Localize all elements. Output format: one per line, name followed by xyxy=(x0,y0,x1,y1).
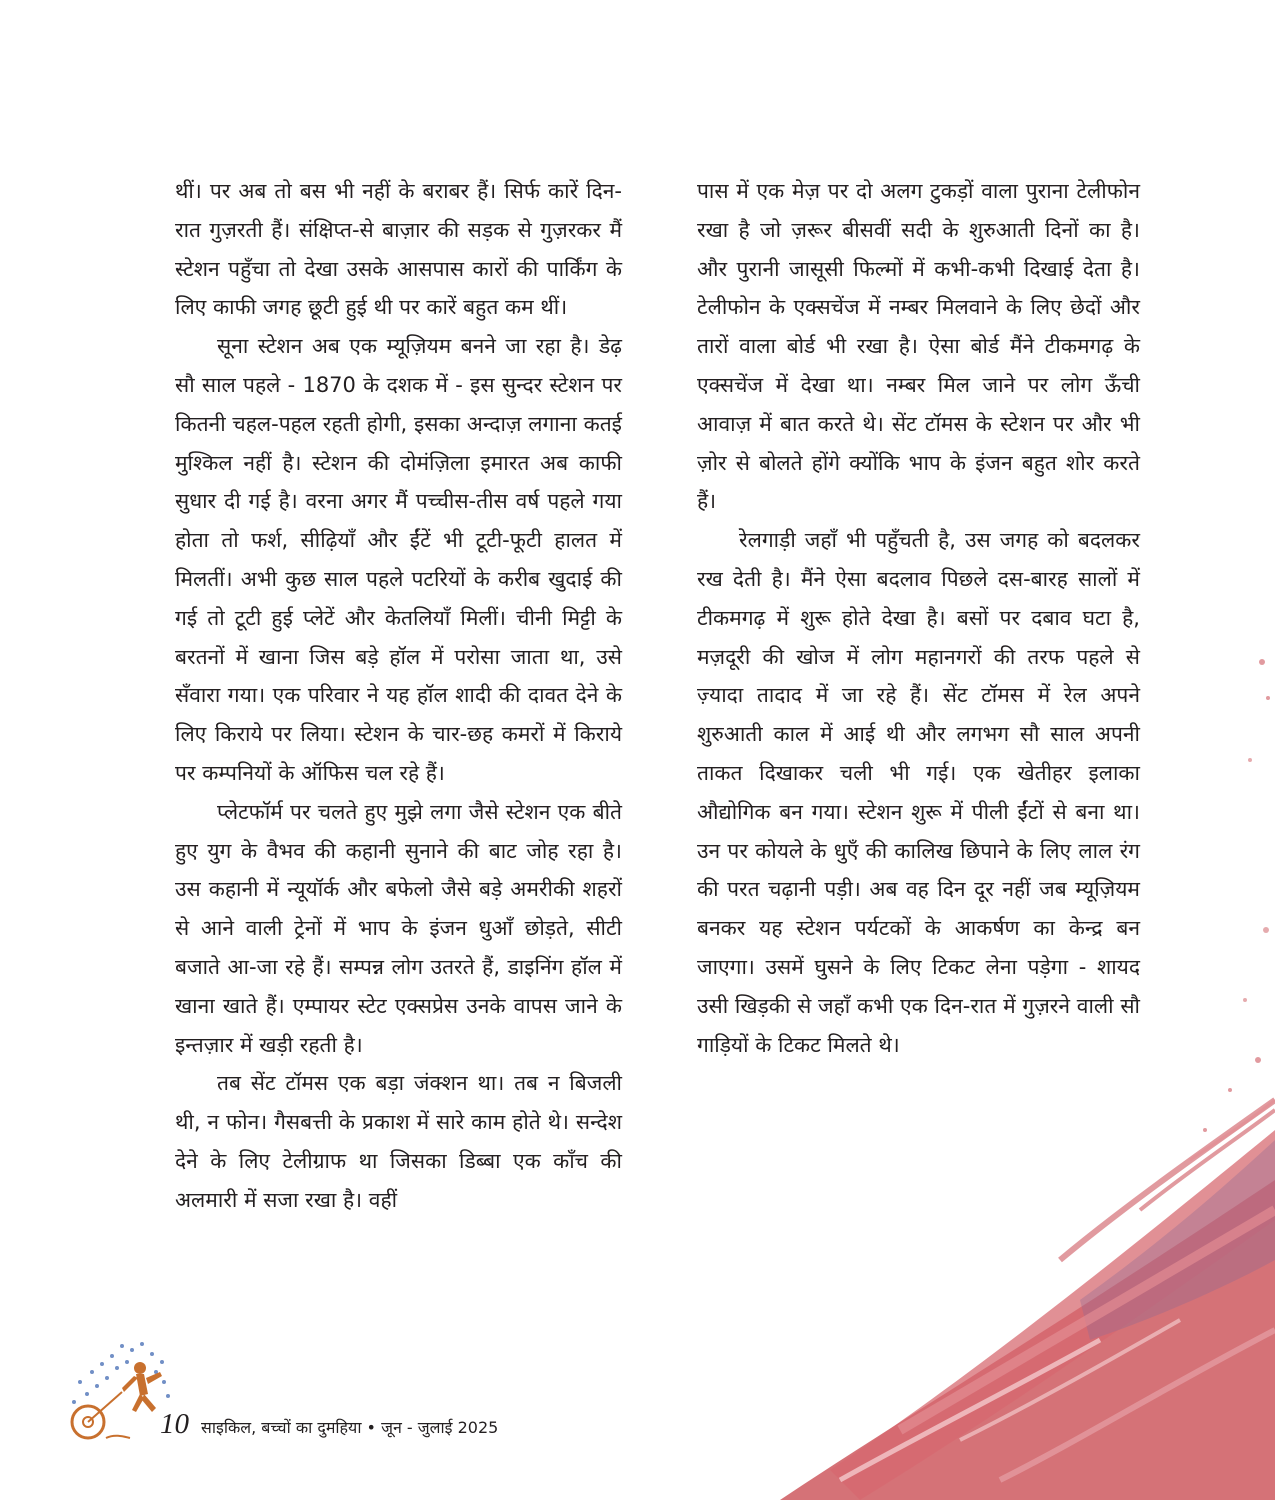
article-right-column xyxy=(697,172,1140,1064)
article-paragraph: रेलगाड़ी जहाँ भी पहुँचती है, उस जगह को बदलकर रख देती है। मैंने ऐसा बदलाव पिछले दस-बारह सालों में टीकमगढ़ में शुरू होते देखा है। बसों पर दबाव घटा है, मज़दूरी की खोज में लोग महानगरों की तरफ पहले से ज़्यादा तादाद में जा रहे हैं। सेंट टॉमस में रेल अपने शुरुआती काल में आई थी और लगभग सौ साल अपनी ताकत दिखाकर चली भी गई। एक खेतीहर इलाका औद्योगिक बन गया। स्टेशन शुरू में पीली ईंटों से बना था। उन पर कोयले के धुएँ की कालिख छिपाने के लिए लाल रंग की परत चढ़ानी पड़ी। अब वह दिन दूर नहीं जब म्यूज़ियम बनकर यह स्टेशन पर्यटकों के आकर्षण का केन्द्र बन जाएगा। उसमें घुसने के लिए टिकट लेना पड़ेगा - शायद उसी खिड़की से जहाँ कभी एक दिन-रात में गुज़रने वाली सौ गाड़ियों के टिकट मिलते थे। xyxy=(697,528,1140,1057)
page-footer xyxy=(160,1408,498,1441)
article-paragraph: तब सेंट टॉमस एक बड़ा जंक्शन था। तब न बिजली थी, न फोन। गैसबत्ती के प्रकाश में सारे काम होते थे। सन्देश देने के लिए टेलीग्राफ था जिसका डिब्बा एक काँच की अलमारी में सजा रखा है। वहीं xyxy=(175,1071,622,1212)
article-paragraph: पास में एक मेज़ पर दो अलग टुकड़ों वाला पुराना टेलीफोन रखा है जो ज़रूर बीसवीं सदी के शुरुआती दिनों का है। और पुरानी जासूसी फिल्मों में कभी-कभी दिखाई देता है। टेलीफोन के एक्सचेंज में नम्बर मिलवाने के लिए छेदों और तारों वाला बोर्ड भी रखा है। ऐसा बोर्ड मैंने टीकमगढ़ के एक्सचेंज में देखा था। नम्बर मिल जाने पर लोग ऊँची आवाज़ में बात करते थे। सेंट टॉमस के स्टेशन पर और भी ज़ोर से बोलते होंगे क्योंकि भाप के इंजन बहुत शोर करते हैं। xyxy=(697,179,1140,514)
cyclist-rain-logo xyxy=(52,1338,174,1448)
page-number: 10 xyxy=(160,1408,189,1440)
article-paragraph: थीं। पर अब तो बस भी नहीं के बराबर हैं। सिर्फ कारें दिन-रात गुज़रती हैं। संक्षिप्त-से बाज़ार की सड़क से गुज़रकर मैं स्टेशन पहुँचा तो देखा उसके आसपास कारों की पार्किंग के लिए काफी जगह छूटी हुई थी पर कारें बहुत कम थीं। xyxy=(175,179,622,320)
publication-info: साइकिल, बच्चों का दुमहिया • जून - जुलाई 2025 xyxy=(201,1418,499,1437)
article-left-column xyxy=(175,172,622,1220)
article-paragraph: प्लेटफॉर्म पर चलते हुए मुझे लगा जैसे स्टेशन एक बीते हुए युग के वैभव की कहानी सुनाने की बाट जोह रहा है। उस कहानी में न्यूयॉर्क और बफेलो जैसे बड़े अमरीकी शहरों से आने वाली ट्रेनों में भाप के इंजन धुआँ छोड़ते, सीटी बजाते आ-जा रहे हैं। सम्पन्न लोग उतरते हैं, डाइनिंग हॉल में खाना खाते हैं। एम्पायर स्टेट एक्सप्रेस उनके वापस जाने के इन्तज़ार में खड़ी रहती है। xyxy=(175,799,622,1057)
article-paragraph: सूना स्टेशन अब एक म्यूज़ियम बनने जा रहा है। डेढ़ सौ साल पहले - 1870 के दशक में - इस सुन्दर स्टेशन पर कितनी चहल-पहल रहती होगी, इसका अन्दाज़ लगाना कतई मुश्किल नहीं है। स्टेशन की दोमंज़िला इमारत अब काफी सुधार दी गई है। वरना अगर मैं पच्चीस-तीस वर्ष पहले गया होता तो फर्श, सीढ़ियाँ और ईंटें भी टूटी-फूटी हालत में मिलतीं। अभी कुछ साल पहले पटरियों के करीब खुदाई की गई तो टूटी हुई प्लेटें और केतलियाँ मिलीं। चीनी मिट्टी के बरतनों में खाना जिस बड़े हॉल में परोसा जाता था, उसे सँवारा गया। एक परिवार ने यह हॉल शादी की दावत देने के लिए किराये पर लिया। स्टेशन के चार-छह कमरों में किराये पर कम्पनियों के ऑफिस चल रहे हैं। xyxy=(175,334,622,785)
